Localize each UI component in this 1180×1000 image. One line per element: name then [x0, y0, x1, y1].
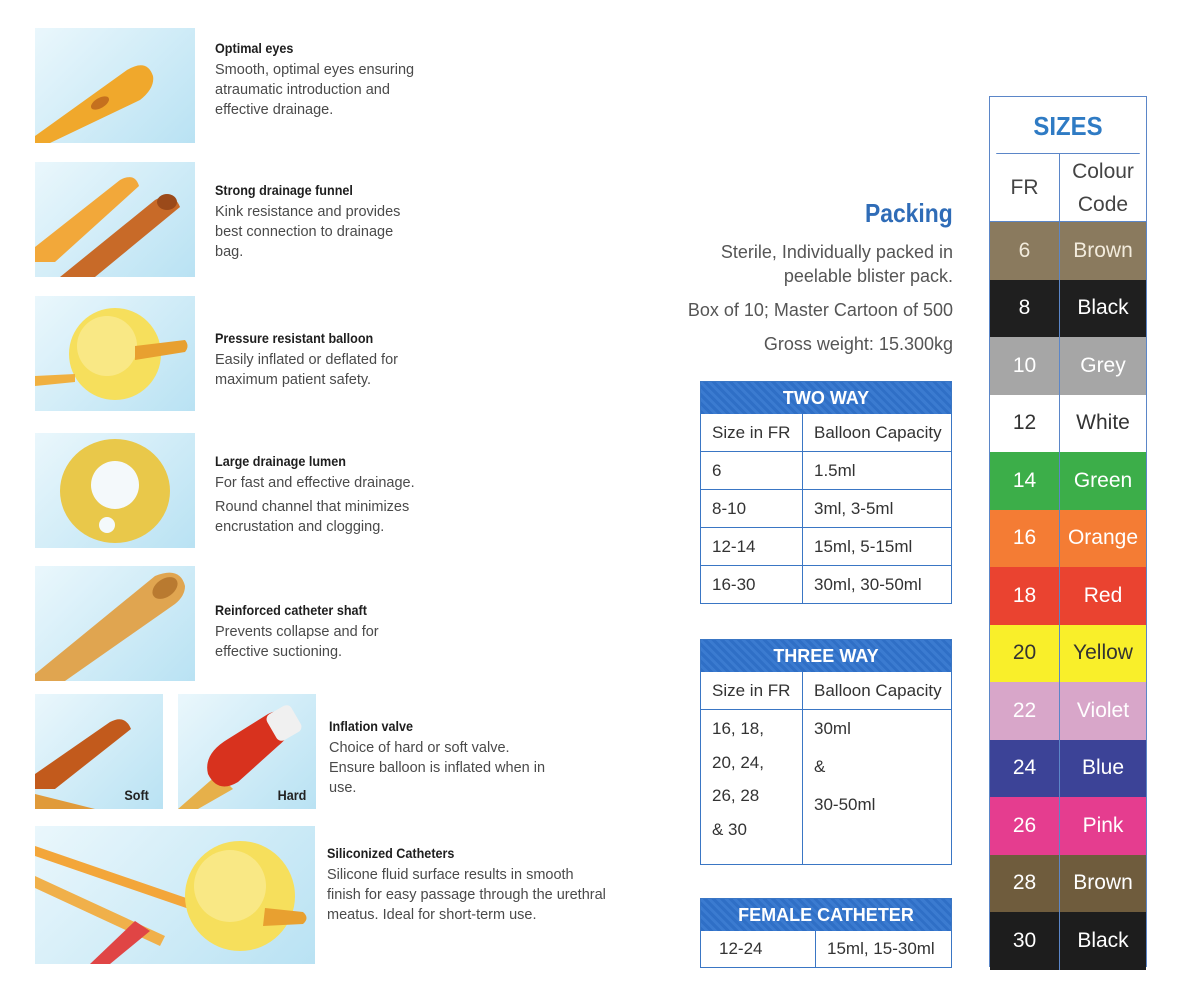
three-way-table: [700, 639, 952, 865]
capacity-cell: 15ml, 15-30ml: [827, 939, 935, 958]
header-size: Size in FR: [701, 414, 803, 451]
fr-value: 24: [990, 740, 1060, 798]
female-catheter-table: [700, 898, 952, 968]
catheter-tip-icon: [35, 28, 195, 143]
lumen-cross-section-icon: [35, 433, 195, 548]
capacity-cell: 30ml, 30-50ml: [814, 574, 922, 594]
size-row: [990, 625, 1146, 683]
sizes-table: [989, 96, 1147, 967]
fr-value: 8: [990, 280, 1060, 338]
packing-line: Gross weight: 15.300kg: [763, 334, 953, 354]
capacity-cell: 3ml, 3-5ml: [814, 498, 894, 518]
fr-value: 22: [990, 682, 1060, 740]
header-colour-code: Colour Code: [1072, 159, 1134, 216]
soft-valve-image: [35, 694, 163, 809]
feature-desc: Kink resistance and provides best connection to drainage bag.: [215, 204, 401, 260]
packing-line: Box of 10; Master Cartoon of 500: [687, 300, 953, 320]
feature-title: Siliconized Catheters: [327, 845, 455, 861]
packing-line: Sterile, Individually packed in: [720, 242, 953, 262]
size-row: [990, 222, 1146, 280]
fr-value: 10: [990, 337, 1060, 395]
size-cell: 16-30: [701, 566, 803, 603]
fr-value: 28: [990, 855, 1060, 913]
catheter-shaft-image: [35, 566, 195, 681]
fr-value: 14: [990, 452, 1060, 510]
table-header-row: [701, 672, 951, 709]
feature-title: Strong drainage funnel: [215, 182, 353, 198]
fr-value: 12: [990, 395, 1060, 453]
colour-name: Brown: [1073, 871, 1133, 895]
table-row: [701, 565, 951, 603]
packing-title: Packing: [865, 198, 953, 228]
size-cell: 12-14: [701, 528, 803, 565]
size-cell: 26, 28: [712, 786, 760, 805]
feature-desc: For fast and effective drainage.: [215, 475, 415, 491]
sizes-header-row: [990, 154, 1146, 222]
feature-desc: Prevents collapse and for effective suctioning.: [215, 624, 379, 660]
header-capacity: Balloon Capacity: [814, 422, 942, 442]
size-row: [990, 510, 1146, 568]
drainage-lumen-image: [35, 433, 195, 548]
drainage-funnel-image: [35, 162, 195, 277]
fr-value: 20: [990, 625, 1060, 683]
two-way-table: [700, 381, 952, 604]
size-cell: 8-10: [701, 490, 803, 527]
size-cell: 12-24: [701, 931, 816, 967]
feature-desc: Choice of hard or soft valve. Ensure balloon is inflated when in use.: [329, 740, 546, 796]
fr-value: 26: [990, 797, 1060, 855]
feature-desc: Easily inflated or deflated for maximum patient safety.: [215, 352, 398, 388]
soft-caption: Soft: [124, 787, 149, 803]
size-cell: & 30: [712, 819, 747, 839]
feature-desc: Round channel that minimizes encrustation and clogging.: [215, 499, 410, 535]
size-row: [990, 280, 1146, 338]
colour-name: Brown: [1073, 238, 1133, 262]
colour-name: Green: [1073, 468, 1133, 492]
colour-name: Blue: [1081, 756, 1125, 780]
capacity-cell: 30ml: [814, 719, 851, 738]
balloon-image: [35, 296, 195, 411]
table-header-row: [701, 414, 951, 451]
fr-value: 18: [990, 567, 1060, 625]
feature-desc: Smooth, optimal eyes ensuring atraumatic introduction and effective drainage.: [215, 62, 415, 118]
packing-line: peelable blister pack.: [783, 266, 953, 286]
siliconized-catheter-image: [35, 826, 315, 964]
hard-valve-image: [178, 694, 316, 809]
colour-name: Grey: [1080, 353, 1126, 377]
packing-info: [553, 240, 953, 356]
colour-name: White: [1076, 411, 1130, 435]
size-cell: 20, 24,: [712, 752, 764, 772]
size-row: [990, 567, 1146, 625]
three-way-title: THREE WAY: [701, 640, 951, 672]
hard-caption: Hard: [277, 787, 307, 803]
capacity-cell: 1.5ml: [814, 460, 856, 480]
fr-value: 30: [990, 912, 1060, 970]
table-row: [701, 527, 951, 565]
size-row: [990, 682, 1146, 740]
size-row: [990, 855, 1146, 913]
colour-name: Pink: [1082, 813, 1124, 837]
size-row: [990, 452, 1146, 510]
header-capacity: Balloon Capacity: [814, 680, 942, 700]
capacity-cell: 30-50ml: [814, 795, 876, 814]
size-row: [990, 740, 1146, 798]
colour-name: Violet: [1076, 698, 1130, 722]
table-row: [701, 451, 951, 489]
colour-name: Yellow: [1073, 641, 1133, 665]
female-catheter-title: FEMALE CATHETER: [701, 899, 951, 931]
feature-title: Optimal eyes: [215, 40, 294, 56]
size-row: [990, 912, 1146, 970]
table-row: [701, 489, 951, 527]
size-cell: 16, 18,: [712, 719, 764, 738]
capacity-cell: &: [814, 757, 826, 776]
feature-desc: Silicone fluid surface results in smooth finish for easy passage through the urethral meatus. Ideal for short-term use.: [327, 867, 606, 923]
table-row: [701, 931, 951, 967]
header-fr: FR: [990, 154, 1060, 221]
table-row: [701, 709, 951, 864]
fr-value: 6: [990, 222, 1060, 280]
colour-name: Orange: [1067, 526, 1139, 550]
size-cell: 6: [701, 452, 803, 489]
sizes-title: SIZES: [996, 97, 1140, 154]
catheter-balloon-icon: [35, 826, 315, 964]
size-row: [990, 337, 1146, 395]
two-way-title: TWO WAY: [701, 382, 951, 414]
optimal-eyes-image: [35, 28, 195, 143]
size-row: [990, 797, 1146, 855]
size-row: [990, 395, 1146, 453]
feature-title: Large drainage lumen: [215, 453, 346, 469]
colour-name: Red: [1083, 583, 1123, 607]
feature-title: Inflation valve: [329, 718, 414, 734]
feature-title: Pressure resistant balloon: [215, 330, 374, 346]
header-size: Size in FR: [701, 672, 803, 709]
sizes-rows: [990, 222, 1146, 970]
colour-name: Black: [1077, 928, 1129, 952]
fr-value: 16: [990, 510, 1060, 568]
funnel-tube-icon: [35, 162, 195, 277]
balloon-icon: [35, 296, 195, 411]
catheter-shaft-icon: [35, 566, 195, 681]
capacity-cell: 15ml, 5-15ml: [814, 536, 913, 556]
colour-name: Black: [1077, 296, 1129, 320]
feature-title: Reinforced catheter shaft: [215, 602, 367, 618]
